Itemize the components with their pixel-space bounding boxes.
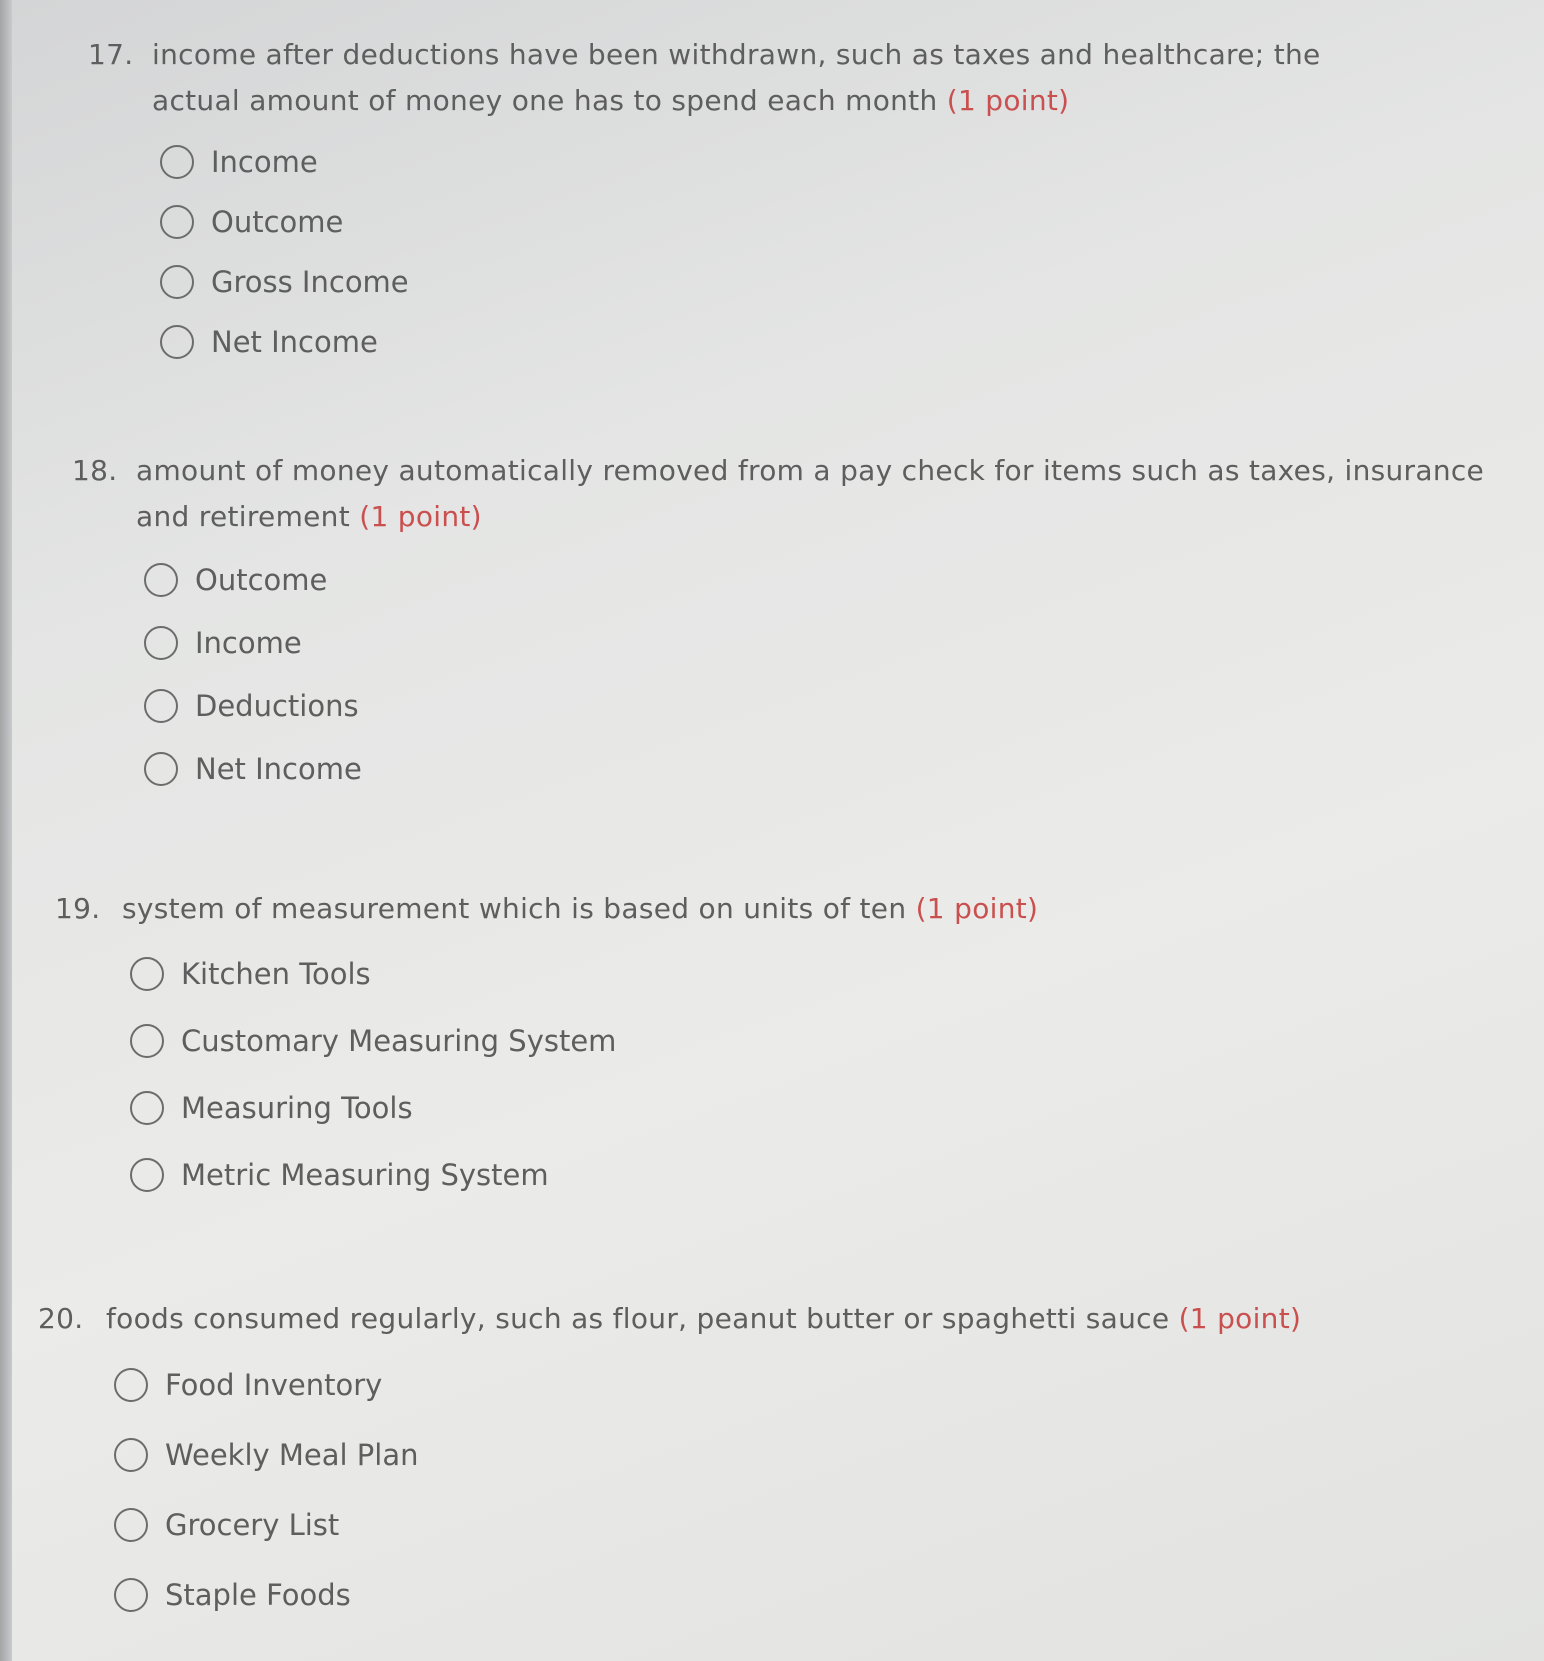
radio-button[interactable] [130,1024,164,1058]
option-net-income[interactable] [144,737,1492,800]
points-label: (1 point) [359,500,482,533]
options-list [160,132,1388,372]
option-net-income[interactable] [160,312,1388,372]
options-list [130,940,1355,1208]
option-staple-foods[interactable] [114,1560,1438,1630]
question-prompt: system of measurement which is based on units of ten [122,892,907,925]
option-metric-measuring-system[interactable] [130,1141,1355,1208]
radio-button[interactable] [114,1578,148,1612]
question-20-text [38,1296,1438,1342]
radio-button[interactable] [130,1091,164,1125]
option-deductions[interactable] [144,674,1492,737]
option-label: Outcome [195,562,328,597]
radio-button[interactable] [160,325,194,359]
option-label: Income [211,145,318,179]
option-customary-measuring-system[interactable] [130,1007,1355,1074]
radio-button[interactable] [144,563,178,597]
question-18-text [72,448,1492,540]
question-19-text [55,886,1355,932]
option-label: Income [195,625,302,660]
question-number: 17. [88,38,134,71]
radio-button[interactable] [114,1508,148,1542]
radio-button[interactable] [130,957,164,991]
question-body [136,448,1492,540]
question-17-text [88,32,1388,124]
option-label: Weekly Meal Plan [165,1438,419,1472]
points-label: (1 point) [1178,1302,1302,1335]
left-edge [0,0,12,1661]
question-body [122,886,1355,932]
option-measuring-tools[interactable] [130,1074,1355,1141]
radio-button[interactable] [144,752,178,786]
option-weekly-meal-plan[interactable] [114,1420,1438,1490]
question-18 [72,448,1492,800]
option-outcome[interactable] [160,192,1388,252]
radio-button[interactable] [160,265,194,299]
question-number: 18. [72,454,118,487]
option-label: Customary Measuring System [181,1023,617,1058]
option-food-inventory[interactable] [114,1350,1438,1420]
option-label: Food Inventory [165,1368,383,1402]
radio-button[interactable] [130,1158,164,1192]
points-label: (1 point) [946,84,1070,117]
radio-button[interactable] [114,1438,148,1472]
question-prompt: foods consumed regularly, such as flour, peanut butter or spaghetti sauce [106,1302,1170,1335]
option-label: Net Income [211,325,378,359]
option-label: Outcome [211,205,344,239]
radio-button[interactable] [160,205,194,239]
option-income[interactable] [160,132,1388,192]
question-number: 20. [38,1302,84,1335]
question-prompt: amount of money automatically removed from a pay check for items such as taxes, insurance and retirement [136,454,1485,533]
option-label: Deductions [195,688,359,723]
points-label: (1 point) [915,892,1039,925]
option-grocery-list[interactable] [114,1490,1438,1560]
option-outcome[interactable] [144,548,1492,611]
radio-button[interactable] [144,689,178,723]
radio-button[interactable] [160,145,194,179]
option-label: Measuring Tools [181,1090,413,1125]
option-label: Net Income [195,751,362,786]
question-20 [38,1296,1438,1630]
question-prompt: income after deductions have been withdrawn, such as taxes and healthcare; the actual amount of money one has to spend each month [152,38,1321,117]
radio-button[interactable] [114,1368,148,1402]
option-label: Staple Foods [165,1578,351,1612]
option-kitchen-tools[interactable] [130,940,1355,1007]
question-body [106,1296,1438,1342]
question-17 [88,32,1388,372]
option-label: Metric Measuring System [181,1157,549,1192]
question-number: 19. [55,892,101,925]
radio-button[interactable] [144,626,178,660]
question-19 [55,886,1355,1208]
option-income[interactable] [144,611,1492,674]
options-list [114,1350,1438,1630]
question-body [152,32,1388,124]
option-label: Gross Income [211,265,409,299]
option-label: Grocery List [165,1508,340,1542]
option-label: Kitchen Tools [181,956,371,991]
options-list [144,548,1492,800]
option-gross-income[interactable] [160,252,1388,312]
